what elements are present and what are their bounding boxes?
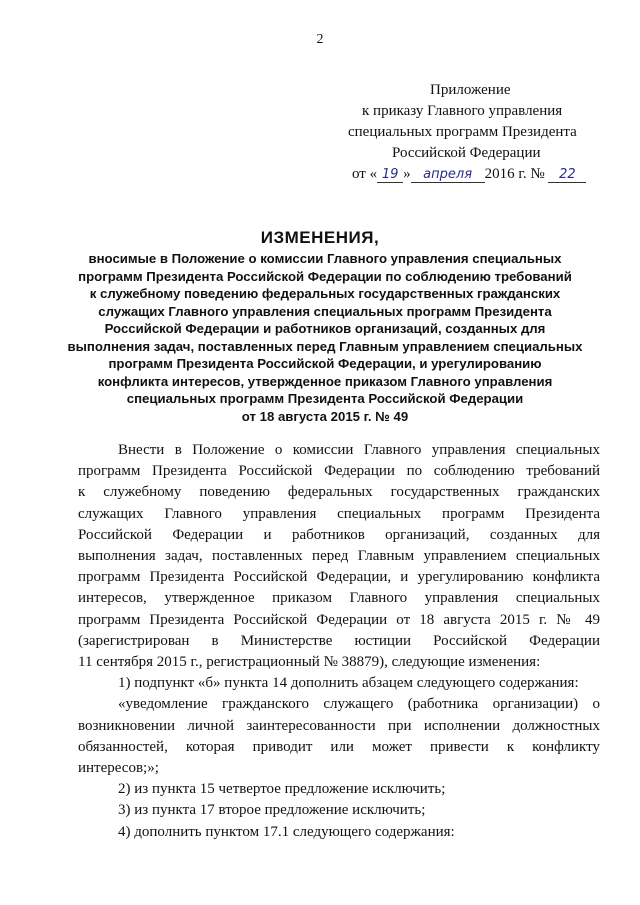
handwritten-day: 19 — [377, 167, 403, 183]
body-line: к служебному поведению федеральных государственных гражданских — [78, 484, 600, 501]
document-title: ИЗМЕНЕНИЯ, — [260, 228, 380, 247]
page-number: 2 — [316, 32, 324, 47]
body-line: Внести в Положение о комиссии Главного управления специальных — [118, 442, 600, 458]
subtitle-line: к служебному поведению федеральных государственных гражданских — [89, 286, 561, 301]
body-line: интересов, утвержденное приказом Главного управления специальных — [78, 590, 600, 607]
body-line: программ Президента Российской Федерации, и урегулированию конфликта — [78, 569, 600, 586]
subtitle-line: служащих Главного управления специальных программ Президента — [98, 303, 552, 319]
body-line: выполнения задач, поставленных перед Главным управлением специальных — [78, 548, 600, 565]
body-line: Российской Федерации и работников организаций, созданных для — [78, 526, 600, 543]
date-year: 2016 г. № — [484, 166, 545, 182]
subtitle-line: от 18 августа 2015 г. № 49 — [241, 408, 409, 424]
handwritten-month: апреля — [411, 167, 485, 183]
subtitle-line: вносимые в Положение о комиссии Главного управления специальных — [88, 251, 562, 266]
handwritten-order-number: 22 — [548, 167, 586, 183]
subtitle-line: Российской Федерации и работников организаций, созданных для — [104, 321, 546, 336]
subtitle-line: конфликта интересов, утвержденное приказом Главного управления — [97, 373, 553, 389]
subtitle-line: специальных программ Президента Российской Федерации — [126, 391, 524, 406]
list-item: 4) дополнить пунктом 17.1 следующего содержания: — [118, 823, 455, 840]
list-item: 1) подпункт «б» пункта 14 дополнить абзацем следующего содержания: — [118, 675, 579, 692]
body-line: служащих Главного управления специальных программ Президента — [78, 505, 600, 522]
quote-line: интересов;»; — [78, 760, 159, 777]
subtitle-line: программ Президента Российской Федерации по соблюдению требований — [78, 268, 572, 284]
list-item: 2) из пункта 15 четвертое предложение исключить; — [118, 781, 446, 798]
date-prefix: от « — [352, 166, 378, 182]
appendix-federation-line: Российской Федерации — [392, 145, 541, 161]
subtitle-line: выполнения задач, поставленных перед Главным управлением специальных — [67, 338, 583, 354]
body-line: программ Президента Российской Федерации от 18 августа 2015 г. № 49 — [78, 611, 600, 628]
appendix-order-ref: к приказу Главного управления — [362, 103, 563, 119]
body-line: программ Президента Российской Федерации по соблюдению требований — [78, 463, 600, 480]
quote-line: возникновении личной заинтересованности при исполнении должностных — [78, 717, 600, 734]
appendix-block — [340, 80, 610, 164]
appendix-title: Приложение — [430, 82, 511, 98]
document-body — [78, 440, 600, 843]
document-subtitle — [60, 250, 590, 425]
date-mid: » — [403, 166, 411, 182]
quote-line: «уведомление гражданского служащего (работника организации) о — [118, 696, 600, 713]
list-item: 3) из пункта 17 второе предложение исключить; — [118, 802, 426, 819]
appendix-org-line: специальных программ Президента — [348, 124, 577, 140]
quote-line: обязанностей, которая приводит или может привести к конфликту — [78, 738, 600, 755]
body-line: 11 сентября 2015 г., регистрационный № 38879), следующие изменения: — [78, 654, 541, 671]
order-date-line — [352, 166, 586, 183]
body-line: (зарегистрирован в Министерстве юстиции Российской Федерации — [78, 632, 600, 649]
subtitle-line: программ Президента Российской Федерации, и урегулированию — [108, 356, 542, 371]
